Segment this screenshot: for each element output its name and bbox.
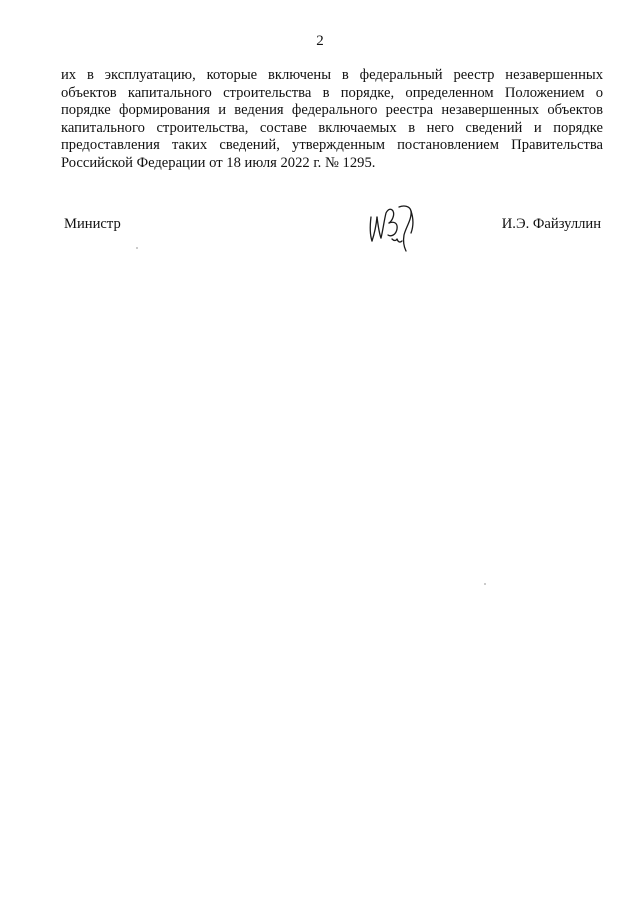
handwritten-signature: [364, 195, 424, 255]
signer-name: И.Э. Файзуллин: [501, 216, 601, 232]
body-paragraph: их в эксплуатацию, которые включены в федеральный реестр незавершенных объектов капитального строительства в порядке, определенном Положением о порядке формирования и ведения федерального реестра незавершенных объектов капитального строительства, составе включаемых в него сведений и порядке предоставления таких сведений, утвержденным постановлением Правительства Российской Федерации от 18 июля 2022 г. № 1295.: [61, 67, 603, 171]
page-number: 2: [316, 33, 324, 49]
scan-speck: [484, 583, 486, 585]
scan-speck: [136, 247, 138, 249]
signature-block: [61, 213, 603, 253]
signer-title: Министр: [64, 216, 121, 232]
